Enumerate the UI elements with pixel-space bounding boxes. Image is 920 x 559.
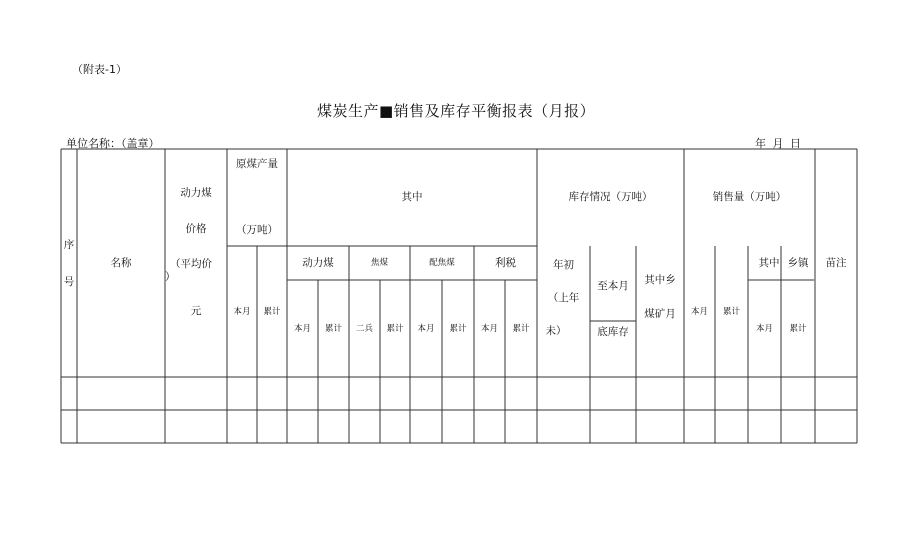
raw-output-header: 原煤产量 — [236, 158, 278, 170]
pc-total-header: 累计 — [324, 324, 342, 334]
to-month-header: 至本月 — [597, 280, 629, 292]
date-label: 年 月 日 — [755, 137, 801, 150]
month-end-stock-header: 底库存 — [597, 326, 629, 338]
st-month-header: 本月 — [755, 324, 773, 334]
year-start-header-3: 未） — [545, 325, 567, 337]
raw-total-header: 累计 — [263, 307, 281, 317]
raw-month-header: 本月 — [233, 307, 251, 317]
price-header-1: 动力煤 — [180, 187, 212, 199]
sales-town-header: 乡镇 — [787, 257, 809, 269]
pc-month-header: 本月 — [293, 324, 311, 334]
price-header-2: 价格 — [185, 223, 207, 235]
tax-header: 利税 — [495, 257, 516, 269]
coke-a-header: 二兵 — [355, 324, 373, 334]
seq-header-2: 号 — [63, 276, 75, 288]
seq-header-1: 序 — [63, 239, 75, 251]
appendix-label: （附表-1） — [72, 63, 127, 76]
blend-coke-header: 配焦煤 — [429, 258, 455, 268]
unit-name-label: 单位名称：（盖章） — [66, 137, 160, 150]
year-start-header-2: （上年 — [547, 292, 580, 304]
power-coal-header: 动力煤 — [302, 257, 334, 269]
tax-total-header: 累计 — [512, 324, 530, 334]
sales-header: 销售量（万吨） — [712, 191, 787, 203]
sales-among-header: 其中 — [758, 257, 780, 269]
tax-month-header: 本月 — [480, 324, 498, 334]
coke-header: 焦煤 — [370, 258, 388, 268]
report-title: 煤炭生产■销售及库存平衡报表（月报） — [317, 102, 596, 120]
year-start-header-1: 年初 — [553, 259, 574, 271]
price-header-3: （平均价 — [170, 258, 212, 270]
price-header-4: 元 — [190, 305, 202, 317]
stock-header: 库存情况（万吨） — [568, 191, 653, 203]
name-header: 名称 — [110, 257, 132, 269]
raw-output-unit: （万吨） — [236, 224, 278, 236]
notes-header: 苗注 — [825, 257, 847, 269]
bc-total-header: 累计 — [449, 324, 467, 334]
price-header-3b: ） — [165, 271, 176, 283]
st-total-header: 累计 — [789, 324, 807, 334]
village-mine-header-2: 煤矿月 — [644, 308, 676, 320]
village-mine-header-1: 其中乡 — [644, 274, 676, 286]
among-header: 其中 — [401, 191, 423, 203]
sales-total-header: 累计 — [722, 307, 740, 317]
sales-month-header: 本月 — [690, 307, 708, 317]
coke-total-header: 累计 — [386, 324, 404, 334]
bc-month-header: 本月 — [417, 324, 435, 334]
